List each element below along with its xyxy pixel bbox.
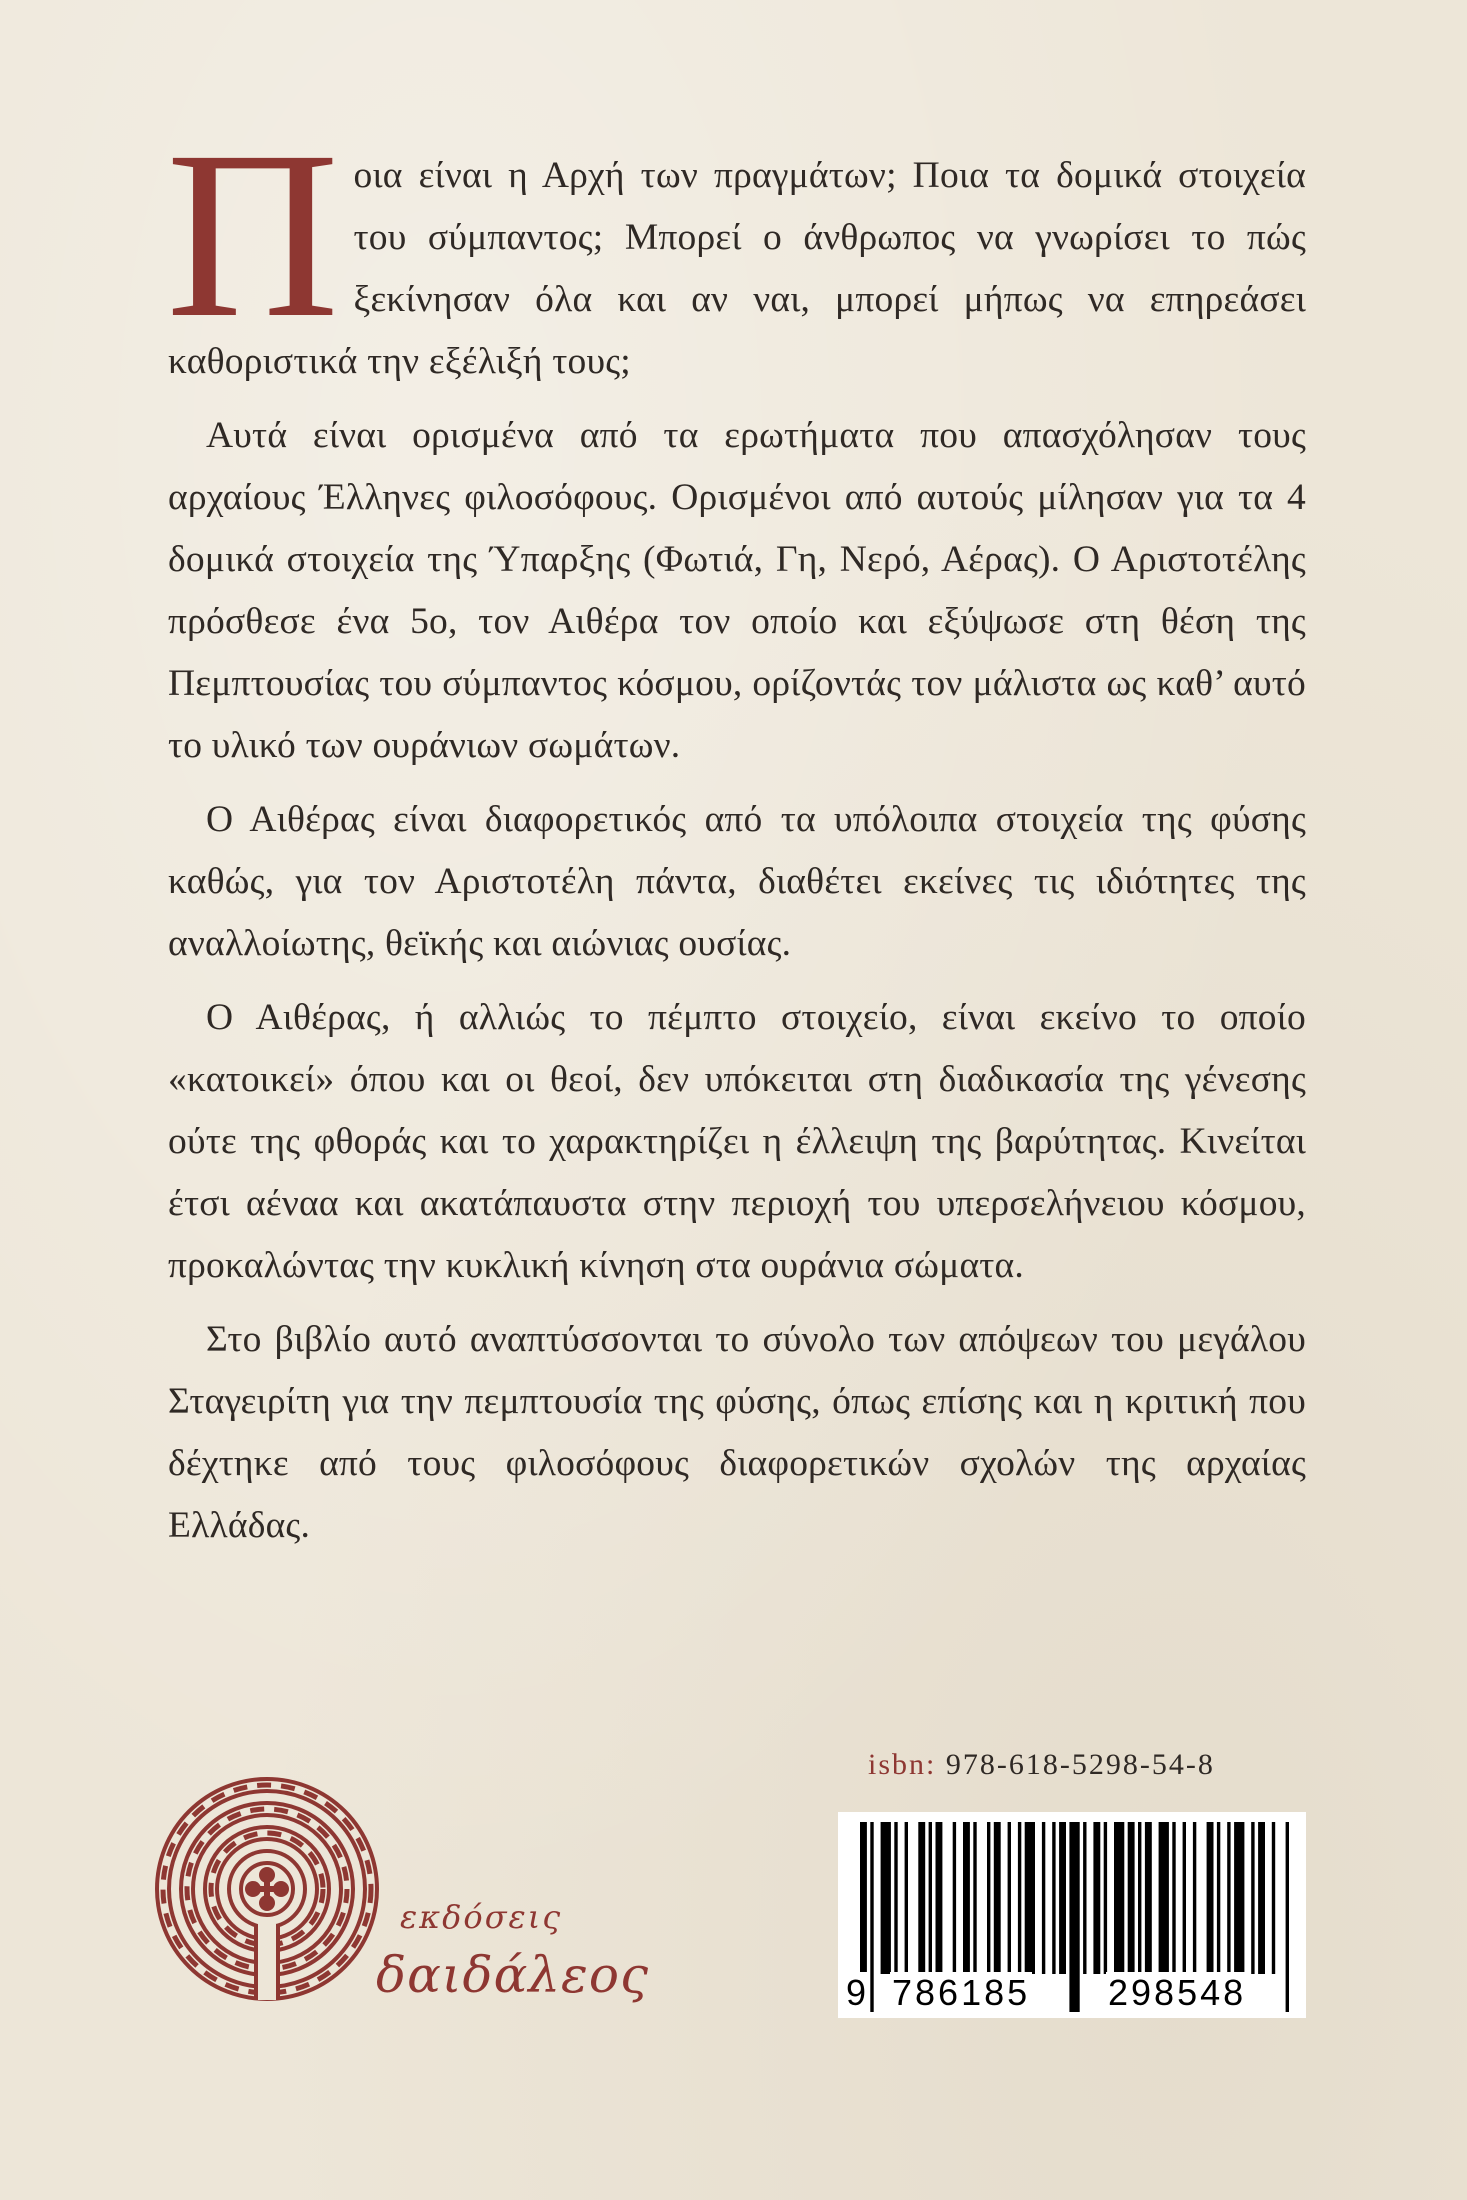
barcode-bar [987, 1822, 990, 1974]
barcode-bar [963, 1822, 970, 1974]
barcode-bar [1138, 1822, 1141, 1974]
barcode-bar [1042, 1822, 1045, 1974]
barcode-digit-first: 9 [846, 1972, 867, 2013]
barcode-bar [1104, 1822, 1107, 1974]
barcode-bar [1217, 1822, 1220, 1974]
barcode-bar [1207, 1822, 1214, 1974]
barcode-bar [1059, 1822, 1066, 1974]
barcode-bar [1018, 1822, 1021, 1974]
barcode-bar [994, 1822, 1001, 1974]
publisher-line-2: δαιδάλεος [376, 1946, 649, 2004]
barcode-bar [1227, 1822, 1230, 1974]
paragraph-3: Ο Αιθέρας είναι διαφορετικός από τα υπόλοιπα στοιχεία της φύσης καθώς, για τον Αριστοτέλη πάντα, διαθέτει εκείνες τις ιδιότητες της αναλλοίωτης, θεϊκής και αιώνιας ουσίας. [168, 799, 1306, 964]
barcode-bar [918, 1822, 925, 1974]
barcode-bar [1172, 1822, 1175, 1974]
barcode-bar [1145, 1822, 1152, 1974]
barcode-bar [1052, 1822, 1055, 1974]
barcode-digits-left: 786185 [892, 1972, 1031, 2013]
barcode-bar [1083, 1822, 1086, 1974]
barcode-bar [936, 1822, 943, 1974]
barcode-digits-right: 298548 [1108, 1972, 1247, 2013]
barcode-bar [1159, 1822, 1169, 1974]
isbn-label: isbn: [868, 1748, 937, 1781]
barcode-bar [1258, 1822, 1265, 1974]
barcode-bar [905, 1822, 908, 1974]
labyrinth-logo-icon [152, 1774, 382, 2004]
barcode-bar [1114, 1822, 1124, 1974]
paragraph-5: Στο βιβλίο αυτό αναπτύσσονται το σύνολο των απόψεων του μεγάλου Σταγειρίτη για την πεμπτουσία της φύσης, όπως επίσης και η κριτική που δέχτηκε από τους φιλοσόφους διαφορετικών σχολών της αρχαίας Ελλάδας. [168, 1319, 1306, 1546]
barcode-bar [1183, 1822, 1186, 1974]
barcode-bar [973, 1822, 976, 1974]
paragraph-2: Αυτά είναι ορισμένα από τα ερωτήματα που απασχόλησαν τους αρχαίους Έλληνες φιλοσόφους. Ορισμένοι από αυτούς μίλησαν για τα 4 δομικά στοιχεία της Ύπαρξης (Φωτιά, Γη, Νερό, Αέρας). Ο Αριστοτέλης πρόσθεσε ένα 5ο, τον Αιθέρα τον οποίο και εξύψωσε στη θέση της Πεμπτουσίας του σύμπαντος κόσμου, ορίζοντάς τον μάλιστα ως καθ’ αυτό το υλικό των ουράνιων σωμάτων. [168, 415, 1306, 766]
barcode-bar [929, 1822, 932, 1974]
barcode-bar [1234, 1822, 1244, 1974]
isbn-number: 978-618-5298-54-8 [945, 1748, 1215, 1781]
blurb-text [166, 101, 1306, 1569]
barcode-bar [1193, 1822, 1196, 1974]
barcode-bar [1093, 1822, 1100, 1974]
barcode-bar [881, 1822, 891, 1974]
barcode-bar [1128, 1822, 1135, 1974]
barcode-bar [1025, 1822, 1035, 1974]
publisher-line-1: εκδόσεις [400, 1898, 563, 1936]
paragraph-4: Ο Αιθέρας, ή αλλιώς το πέμπτο στοιχείο, είναι εκείνο το οποίο «κατοικεί» όπου και οι θεοί, δεν υπόκειται στη διαδικασία της γένεσης ούτε της φθοράς και το χαρακτηρίζει η έλλειψη της βαρύτητας. Κινείται έτσι αέναα και ακατάπαυστα στην περιοχή του υπερσελήνειου κόσμου, προκαλώντας την κυκλική κίνηση στα ουράνια σώματα. [168, 997, 1306, 1286]
barcode-bar [953, 1822, 956, 1974]
drop-cap: Π [166, 101, 340, 367]
barcode-bar [1272, 1822, 1275, 1974]
barcode-bar [1251, 1822, 1254, 1974]
barcode-bar [1008, 1822, 1011, 1974]
barcode-bar [894, 1822, 897, 1974]
barcode-digits [838, 1968, 1306, 2016]
isbn-line [868, 1748, 1215, 1782]
paragraph-1-text: οια είναι η Αρχή των πραγμάτων; Ποια τα δομικά στοιχεία του σύμπαντος; Μπορεί ο άνθρωπος να γνωρίσει το πώς ξεκίνησαν όλα και αν ναι, μπορεί μήπως να επηρεάσει καθοριστικά την εξέλιξή τους; [168, 155, 1306, 382]
publisher-name [376, 1898, 649, 2004]
paragraph-1 [166, 101, 1306, 393]
